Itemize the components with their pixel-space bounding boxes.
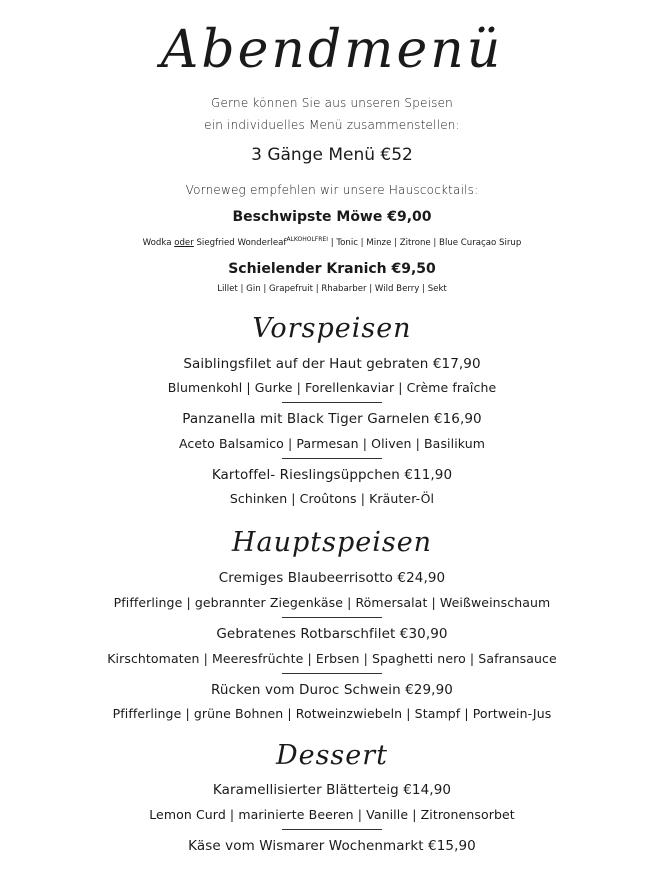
dish-description: Kirschtomaten | Meeresfrüchte | Erbsen | Spaghetti nero | Safransauce <box>107 651 557 666</box>
dish-description: Lemon Curd | marinierte Beeren | Vanille | Zitronensorbet <box>149 807 515 822</box>
dish-description: Schinken | Croûtons | Kräuter-Öl <box>229 491 435 506</box>
dish-description: Aceto Balsamico | Parmesan | Oliven | Basilikum <box>178 436 486 451</box>
cocktail-name: Schielender Kranich €9,50 <box>228 261 436 277</box>
menu-title: Abendmenü <box>160 20 504 80</box>
dish-name: Panzanella mit Black Tiger Garnelen €16,90 <box>182 411 482 427</box>
cocktail-description <box>0 238 664 248</box>
dish-name: Saiblingsfilet auf der Haut gebraten €17,90 <box>183 356 481 372</box>
intro-line-1: Gerne können Sie aus unseren Speisen <box>211 96 453 110</box>
divider <box>282 829 382 830</box>
dish-name: Kartoffel- Rieslingsüppchen €11,90 <box>211 467 453 483</box>
dish-name: Rücken vom Duroc Schwein €29,90 <box>211 682 453 698</box>
divider <box>282 617 382 618</box>
section-title-vorspeisen: Vorspeisen <box>252 313 412 344</box>
dish-name: Cremiges Blaubeerrisotto €24,90 <box>218 570 446 586</box>
intro-line-2: ein individuelles Menü zusammenstellen: <box>204 118 460 132</box>
dish-description: Blumenkohl | Gurke | Forellenkaviar | Crème fraîche <box>167 380 497 395</box>
dish-name: Karamellisierter Blätterteig €14,90 <box>212 782 452 798</box>
dish-name: Gebratenes Rotbarschfilet €30,90 <box>216 626 448 642</box>
cocktail-description: Lillet | Gin | Grapefruit | Rhabarber | Wild Berry | Sekt <box>217 284 447 294</box>
dish-description: Pfifferlinge | grüne Bohnen | Rotweinzwiebeln | Stampf | Portwein-Jus <box>112 706 552 721</box>
cocktail-intro: Vorneweg empfehlen wir unsere Hauscocktails: <box>185 183 479 197</box>
cocktail-desc-part: | Tonic | Minze | Zitrone | Blue Curaçao Sirup <box>327 238 522 248</box>
cocktail-desc-or: oder <box>174 238 194 248</box>
divider <box>282 458 382 459</box>
set-menu-price: 3 Gänge Menü €52 <box>251 145 413 165</box>
section-title-hauptspeisen: Hauptspeisen <box>231 527 433 558</box>
cocktail-desc-part: Wodka <box>142 238 175 248</box>
cocktail-desc-part: Siegfried Wonderleaf <box>193 238 287 248</box>
alcohol-free-note: ALKOHOLFREI <box>286 236 328 243</box>
divider <box>282 673 382 674</box>
section-title-dessert: Dessert <box>275 740 389 771</box>
dish-name: Käse vom Wismarer Wochenmarkt €15,90 <box>188 838 476 854</box>
divider <box>282 402 382 403</box>
dish-description: Pfifferlinge | gebrannter Ziegenkäse | Römersalat | Weißweinschaum <box>113 595 551 610</box>
cocktail-name: Beschwipste Möwe €9,00 <box>232 209 432 225</box>
